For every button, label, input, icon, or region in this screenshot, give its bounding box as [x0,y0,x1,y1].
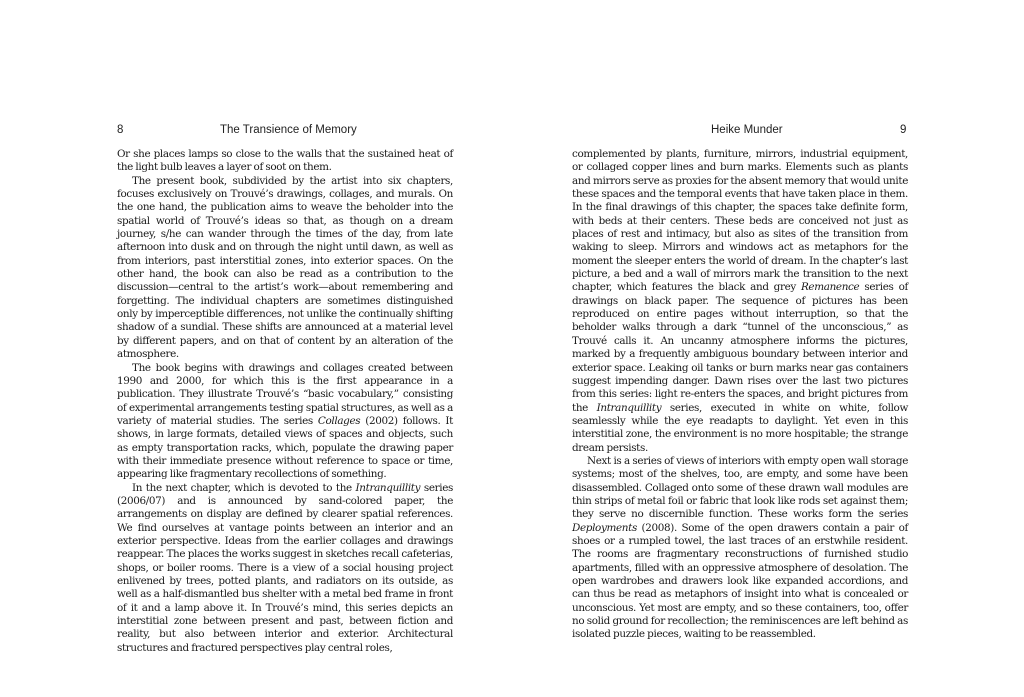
paragraph [117,148,453,175]
italic-title: Deployments [572,521,637,534]
right-page-number: 9 [900,124,907,136]
paragraph [117,175,453,362]
text-run: Or she places lamps so close to the walls that the sustained heat of the light bulb leaves a layer of soot on them. [117,148,453,174]
italic-title: Collages [317,414,361,427]
left-running-head: The Transience of Memory [220,124,357,136]
left-body-text [117,148,453,655]
text-run: series (2006/07) and is announced by sand-colored paper, the arrangements on display are defined by clearer spatial references. We find ourselves at vantage points between an interior and an exterior perspective. Ideas from the earlier collages and drawings reappear. The places the works suggest in sketches recall cafeterias, shops, or boiler rooms. There is a view of a social housing project enlivened by trees, potted plants, and radiators on its outside, as well as a half-dismantled bus shelter with a metal bed frame in front of it and a lamp above it. In Trouvé’s mind, this series depicts an interstitial zone between present and past, between fiction and reality, but also between interior and exterior. Architectural structures and fractured perspectives play central roles, [117,481,453,654]
paragraph [117,362,453,482]
text-run: series of drawings on black paper. The sequence of pictures has been reproduced on entire pages without interruption, so that the beholder walks through a dark “tunnel of the unconscious,” as Trouvé calls it. An uncanny atmosphere informs the pictures, marked by a frequently ambiguous boundary between interior and exterior space. Leaking oil tanks or burn marks near gas containers suggest impending danger. Dawn rises over the last two pictures from this series: light re-enters the spaces, and bright pictures from the [572,281,908,414]
right-body-text [572,148,908,642]
text-run: series, executed in white on white, follow seamlessly while the eye readapts to daylight. Yet even in this interstitial zone, the environment is no more hospitable; the strange dream persists. [572,401,909,454]
right-running-head: Heike Munder [711,124,783,136]
text-run: (2002) follows. It shows, in large formats, detailed views of spaces and objects, such as empty transportation racks, which, populate the drawing paper with their immediate presence without reference to space or time, appearing like fragmentary recollections of something. [117,414,454,481]
left-page-number: 8 [117,124,124,136]
text-run: (2008). Some of the open drawers contain a pair of shoes or a rumpled towel, the last traces of an erstwhile resident. The rooms are fragmentary reconstructions of furnished studio apartments, filled with an oppressive atmosphere of desolation. The open wardrobes and drawers look like expanded accordions, and can thus be read as metaphors of insight into what is concealed or unconscious. Yet most are empty, and so these containers, too, offer no solid ground for recollection; the reminiscences are left behind as isolated puzzle pieces, waiting to be reassembled. [572,521,908,641]
paragraph [572,455,908,642]
italic-title: Intranquillity [355,481,421,494]
text-run: Next is a series of views of interiors with empty open wall storage systems; most of the shelves, too, are empty, and some have been disassembled. Collaged onto some of these drawn wall modules are thin strips of metal foil or fabric that look like rods set against them; they serve no discernible function. These works form the series [572,454,908,521]
text-run: In the next chapter, which is devoted to the [132,481,356,494]
text-run: The present book, subdivided by the artist into six chapters, focuses exclusively on Trouvé’s drawings, collages, and murals. On the one hand, the publication aims to weave the beholder into the spatial world of Trouvé’s ideas so that, as though on a dream journey, s/he can wander through the times of the day, from late afternoon into dusk and on through the night until dawn, as well as from interiors, past interstitial zones, into exterior spaces. On the other hand, the book can also be read as a contribution to the discussion—central to the artist’s work—about remembering and forgetting. The individual chapters are sometimes distinguished only by imperceptible differences, not unlike the continually shifting shadow of a sundial. These shifts are announced at a material level by different papers, and on that of content by an alteration of the atmosphere. [117,174,453,361]
text-run: complemented by plants, furniture, mirrors, industrial equipment, or collaged copper lines and burn marks. Elements such as plants and mirrors serve as proxies for the absent memory that would unite these spaces and the temporal events that have taken place in them. In the final drawings of this chapter, the spaces take definite form, with beds at their centers. These beds are conceived not just as places of rest and intimacy, but also as sites of the transition from waking to sleep. Mirrors and windows act as metaphors for the moment the sleeper enters the world of dream. In the chapter’s last picture, a bed and a wall of mirrors mark the transition to the next chapter, which features the black and grey [572,148,908,294]
paragraph [117,482,453,655]
italic-title: Intranquillity [596,401,662,414]
italic-title: Remanence [800,281,860,294]
text-run: The book begins with drawings and collages created between 1990 and 2000, for which this is the first appearance in a publication. They illustrate Trouvé’s “basic vocabulary,” consisting of experimental arrangements testing spatial structures, as well as a variety of material studies. The series [117,361,453,427]
paragraph [572,148,908,455]
